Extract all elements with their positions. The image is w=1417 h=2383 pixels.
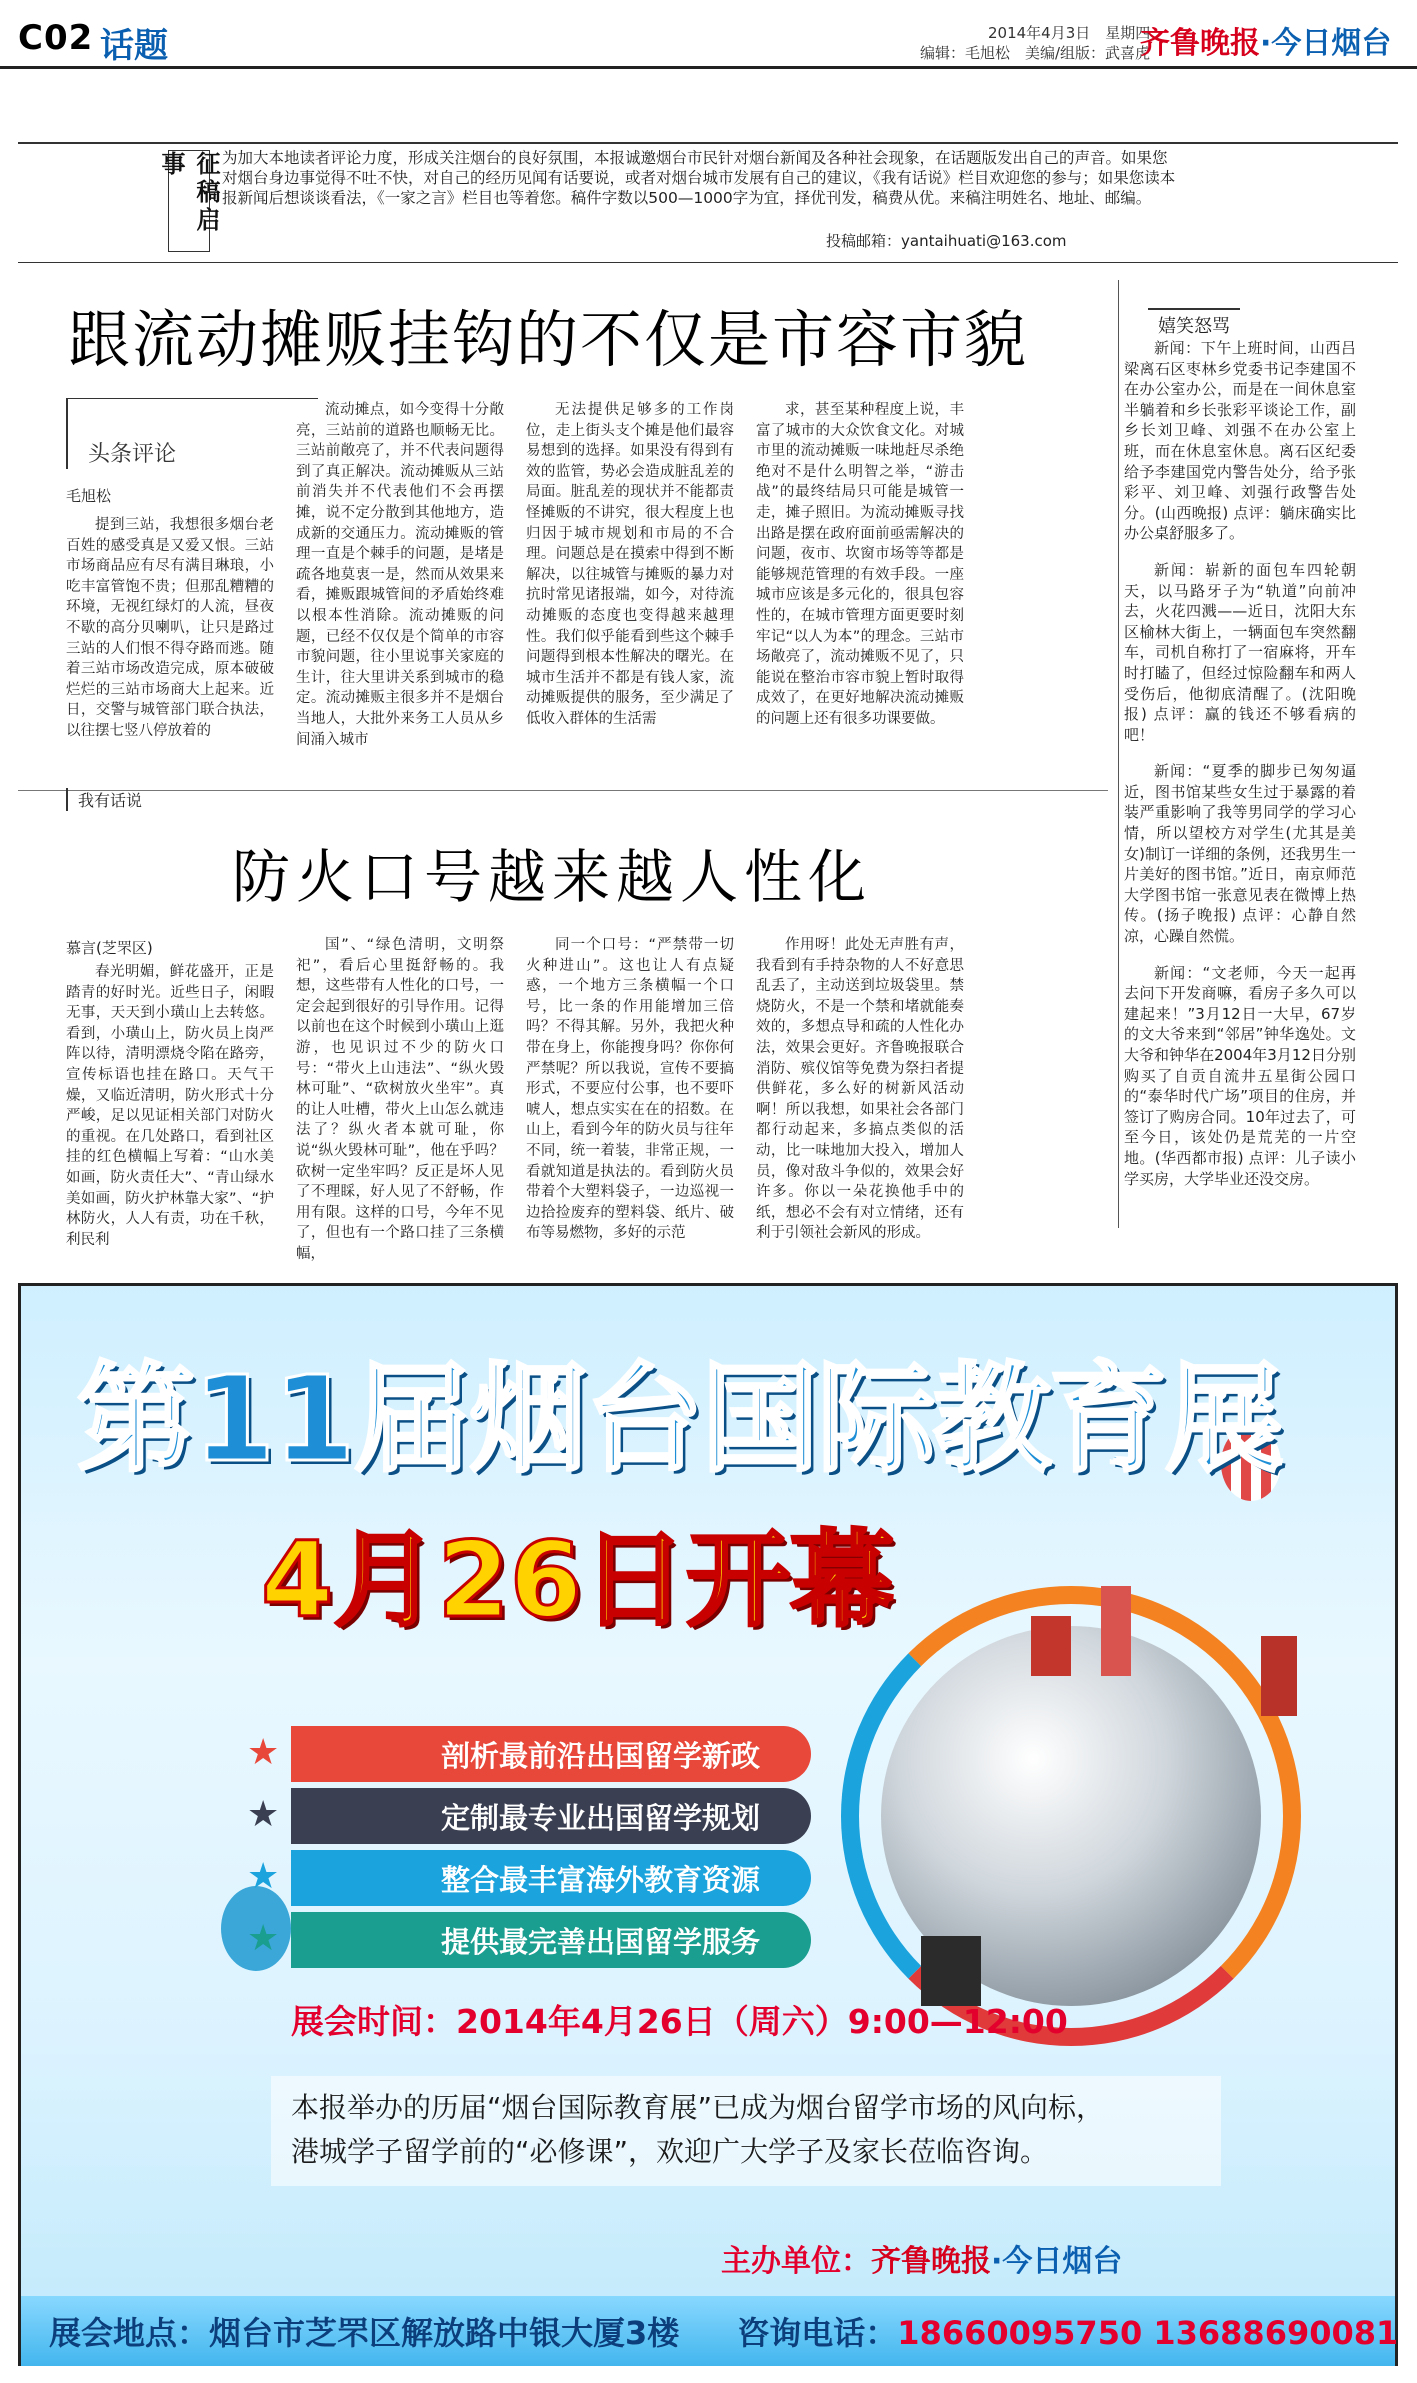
expo-location: 展会地点：烟台市芝罘区解放路中银大厦3楼: [49, 2314, 680, 2352]
star-icon: ★: [247, 1856, 280, 1897]
article1-byline: 毛旭松: [66, 487, 112, 505]
organizer-label: 主办单位：: [721, 2244, 871, 2279]
article1-col3-text: 无法提供足够多的工作岗位，走上街头支个摊是他们最容易想到的选择。如果没有得到有效的监管，势必会造成脏乱差的局面。脏乱差的现状并不能都责怪摊贩的不讲究，很大程度上也归因于城市规划和市局的不合理。问题总是在摸索中得到不断解决，以往城管与摊贩的暴力对抗时常见诸报端，如今，对待流动摊贩的态度也变得越来越理性。我们似乎能看到些这个棘手问题得到根本性解决的曙光。在城市生活并不都是有钱人家，流动摊贩提供的服务，至少满足了低收入群体的生活需: [526, 402, 734, 727]
ad-title: 第11届烟台国际教育展: [77, 1350, 1282, 1488]
phone-label: 咨询电话：: [737, 2314, 898, 2352]
sidebar-rule: [1118, 280, 1119, 1228]
skyline-building-icon: [1031, 1616, 1071, 1676]
star-icon: ★: [247, 1732, 280, 1773]
article1-column-3: [526, 400, 734, 778]
sidebar-column: [1124, 338, 1356, 1228]
organizer-brand: 齐鲁晚报: [871, 2244, 991, 2279]
article2-col1-text: 春光明媚，鲜花盛开，正是踏青的好时光。近些日子，闲暇无事，天天到小璜山上去转悠。看到，小璜山上，防火员上岗严阵以待，清明漂烧令陷在路旁，宣传标语也挂在路口。天气干燥，又临近清明，防火形式十分严峻，足以见证相关部门对防火的重视。在几处路口，看到社区挂的红色横幅上写着：“山水美如画，防火责任大”、“青山绿水美如画，防火护林靠大家”、“护林防火，人人有责，功在千秋，利民利: [66, 964, 274, 1248]
sidebar-item: 新闻：“文老师，今天一起再去问下开发商嘛，看房子多久可以建起来！”3月12日一大早，67岁的文大爷来到“邻居”钟华逸处。文大爷和钟华在2004年3月12日分别购买了自贡自流井五星街公园口的“泰华时代广场”项目的住房，并签订了购房合同。10年过去了，可至今日，该处仍是荒芜的一片空地。(华西都市报) 点评：儿子读小学买房，大学毕业还没交房。: [1124, 963, 1356, 1188]
article1-column-2: [296, 400, 504, 778]
brand-edition: 今日烟台: [1271, 26, 1392, 61]
ad-bullet: 剖析最前沿出国留学新政: [291, 1726, 811, 1782]
ad-organizer: [721, 2236, 1122, 2280]
skyline-building-icon: [1261, 1636, 1297, 1716]
article1-column-1: [66, 515, 274, 777]
ad-blurb: [271, 2076, 1221, 2186]
article1-column-4: [756, 400, 964, 778]
article2-column-tag: 我有话说: [66, 788, 152, 811]
article2-col3-text: 同一个口号：“严禁带一切火种进山”。这也让人有点疑惑，一个地方三条横幅一个口号，比一条的作用能增加三倍吗？不得其解。另外，我把火种带在身上，你能搜身吗？你你何严禁呢？所以我说，宣传不要搞形式，不要应付公事，也不要吓唬人，想点实实在在的招数。在山上，看到今年的防火员与往年不同，统一着装，非常正规，一看就知道是执法的。看到防火员带着个大塑料袋子，一边巡视一边拾捡废弃的塑料袋、纸片、破布等易燃物，多好的示范: [526, 937, 734, 1242]
issue-date: 2014年4月3日 星期四: [988, 24, 1151, 42]
brand-name: 齐鲁晚报: [1140, 26, 1260, 61]
page-code: C02: [18, 18, 94, 58]
article2-byline: 慕言(芝罘区): [66, 939, 153, 957]
sidebar-title: 嬉笑怒骂: [1148, 308, 1240, 340]
star-icon: ★: [247, 1794, 280, 1835]
section-title: 话题: [100, 26, 168, 66]
ad-bullet: 定制最专业出国留学规划: [291, 1788, 811, 1844]
sidebar-item: 新闻：崭新的面包车四轮朝天，以马路牙子为“轨道”向前冲去，火花四溅——近日，沈阳大东区榆林大街上，一辆面包车突然翻车，司机自称打了一宿麻将，开车时打瞌了，但经过惊险翻车和两人受伤后，他彻底清醒了。(沈阳晚报) 点评：赢的钱还不够看病的吧！: [1124, 560, 1356, 744]
header-rule: [0, 66, 1417, 69]
newspaper-brand: [1140, 18, 1391, 62]
article2-col2-text: 国”、“绿色清明，文明祭祀”，看后心里挺舒畅的。我想，这些带有人性化的口号，一定会起到很好的引导作用。记得以前也在这个时候到小璜山上逛游，也见识过不少的防火口号：“带火上山违法”、“纵火毁林可耻”、“砍树放火坐牢”。真的让人吐槽，带火上山怎么就违法了？纵火者本就可耻，你说“纵火毁林可耻”，他在乎吗？砍树一定坐牢吗？反正是坏人见了不理睬，好人见了不舒畅，作用有限。这样的口号，今年不见了，但也有一个路口挂了三条横幅，: [296, 937, 504, 1262]
article2-col4-text: 作用呀！此处无声胜有声，我看到有手持杂物的人不好意思乱丢了，主动送到垃圾袋里。禁烧防火，不是一个禁和堵就能奏效的，多想点导和疏的人性化办法，效果会更好。齐鲁晚报联合消防、殡仪馆等免费为祭扫者提供鲜花，多么好的树新风活动啊！所以我想，如果社会各部门都行动起来，多搞点类似的活动，比一味地加大投入，增加人员，像对敌斗争似的，效果会好许多。你以一朵花换他手中的纸，想必不会有对立情绪，还有利于引领社会新风的形成。: [756, 937, 964, 1242]
article2-column-4: [756, 935, 964, 1242]
article1-col1-text: 提到三站，我想很多烟台老百姓的感受真是又爱又恨。三站市场商品应有尽有满目琳琅，小吃丰富管饱不贵；但那乱糟糟的环境，无视红绿灯的人流，昼夜不歇的高分贝喇叭，让只是路过三站的人们恨不得夺路而逃。随着三站市场改造完成，原本破破烂烂的三站市场商大上起来。近日，交警与城管部门联合执法，以往摆七竖八停放着的: [66, 517, 274, 739]
ad-blurb-line: 本报举办的历届“烟台国际教育展”已成为烟台留学市场的风向标，: [291, 2091, 1105, 2124]
section-divider: [18, 790, 1108, 791]
article1-column-tag: [66, 398, 318, 469]
education-expo-ad: [18, 1283, 1398, 2366]
star-icon: ★: [247, 1918, 280, 1959]
submission-email: 投稿邮箱：yantaihuati@163.com: [826, 232, 1067, 250]
skyline-building-icon: [1101, 1586, 1131, 1676]
organizer-separator: ·: [991, 2244, 1003, 2279]
article2-column-3: [526, 935, 734, 1242]
article2-column-1: [66, 962, 274, 1248]
ad-bullet: 提供最完善出国留学服务: [291, 1912, 811, 1968]
call-for-submissions-text: 为加大本地读者评论力度，形成关注烟台的良好氛围，本报诚邀烟台市民针对烟台新闻及各种社会现象，在话题版发出自己的声音。如果您对烟台身边事觉得不吐不快，对自己的经历见闻有话要说，或者对烟台城市发展有自己的建议，《我有话说》栏目欢迎您的参与；如果您读本报新闻后想谈谈看法，《一家之言》栏目也等着您。稿件字数以500—1000字为宜，择优刊发，稿费从优。来稿注明姓名、地址、邮编。: [222, 149, 1176, 207]
editor-credits: 编辑：毛旭松 美编/组版：武喜虎: [920, 44, 1151, 62]
ad-bullet: 整合最丰富海外教育资源: [291, 1850, 811, 1906]
sidebar-item: 新闻：下午上班时间，山西吕梁离石区枣林乡党委书记李建国不在办公室办公，而是在一间休息室半躺着和乡长张彩平谈论工作，副乡长刘卫峰、刘强不在办公室上班，而在休息室休息。离石区纪委给予李建国党内警告处分，给予张彩平、刘卫峰、刘强行政警告处分。(山西晚报) 点评：躺床确实比办公桌舒服多了。: [1124, 339, 1356, 543]
expo-time: 展会时间：2014年4月26日（周六）9:00—12:00: [291, 2002, 1068, 2041]
article1-tag-label: 头条评论: [88, 442, 177, 467]
consultation-phone: [737, 2308, 1398, 2354]
phone-numbers: 18660095750 13688690081: [897, 2314, 1399, 2352]
article1-col4-text: 求，甚至某种程度上说，丰富了城市的大众饮食文化。对城市里的流动摊贩一味地赶尽杀绝绝对不是什么明智之举，“游击战”的最终结局只可能是城管一走，摊子照旧。为流动摊贩寻找出路是摆在政府面前亟需解决的问题，夜市、坎窗市场等等都是能够规范管理的有效手段。一座城市应该是多元化的，很具包容性的，在城市管理方面更要时刻牢记“以人为本”的理念。三站市场敞亮了，流动摊贩不见了，只能说在整治市容市貌上暂时取得成效了，在更好地解决流动摊贩的问题上还有很多功课要做。: [756, 402, 964, 727]
ad-blurb-line: 港城学子留学前的“必修课”，欢迎广大学子及家长莅临咨询。: [291, 2135, 1049, 2168]
article1-col2-text: 流动摊点，如今变得十分敞亮，三站前的道路也顺畅无比。三站前敞亮了，并不代表问题得到了真正解决。流动摊贩从三站前消失并不代表他们不会再摆摊，说不定分散到其他地方，造成新的交通压力。流动摊贩的管理一直是个棘手的问题，是堵是疏各地莫衷一是，然而从效果来看，摊贩跟城管间的矛盾始终难以根本性消除。流动摊贩的问题，已经不仅仅是个简单的市容市貌问题，往小里说事关家庭的生计，往大里讲关系到城市的稳定。流动摊贩主很多并不是烟台当地人，大批外来务工人员从乡间涌入城市: [296, 402, 504, 748]
sidebar-item: 新闻：“夏季的脚步已匆匆逼近，图书馆某些女生过于暴露的着装严重影响了我等男同学的学习心情，所以望校方对学生(尤其是美女)制订一详细的条例，还我男生一片美好的图书馆。”近日，南京师范大学图书馆一张意见表在微博上热传。(扬子晚报) 点评：心静自然凉，心躁自然慌。: [1124, 762, 1356, 946]
ad-opening-date: 4月26日开幕: [261, 1519, 895, 1641]
article2-headline: 防火口号越来越人性化: [232, 843, 873, 911]
ad-footer-bar: [21, 2296, 1399, 2366]
brand-separator: ·: [1260, 26, 1272, 61]
article2-column-2: [296, 935, 504, 1262]
organizer-edition: 今日烟台: [1002, 2244, 1123, 2279]
article1-headline: 跟流动摊贩挂钩的不仅是市容市貌: [68, 303, 1029, 376]
call-for-submissions-tag: 征稿启事: [168, 150, 210, 252]
